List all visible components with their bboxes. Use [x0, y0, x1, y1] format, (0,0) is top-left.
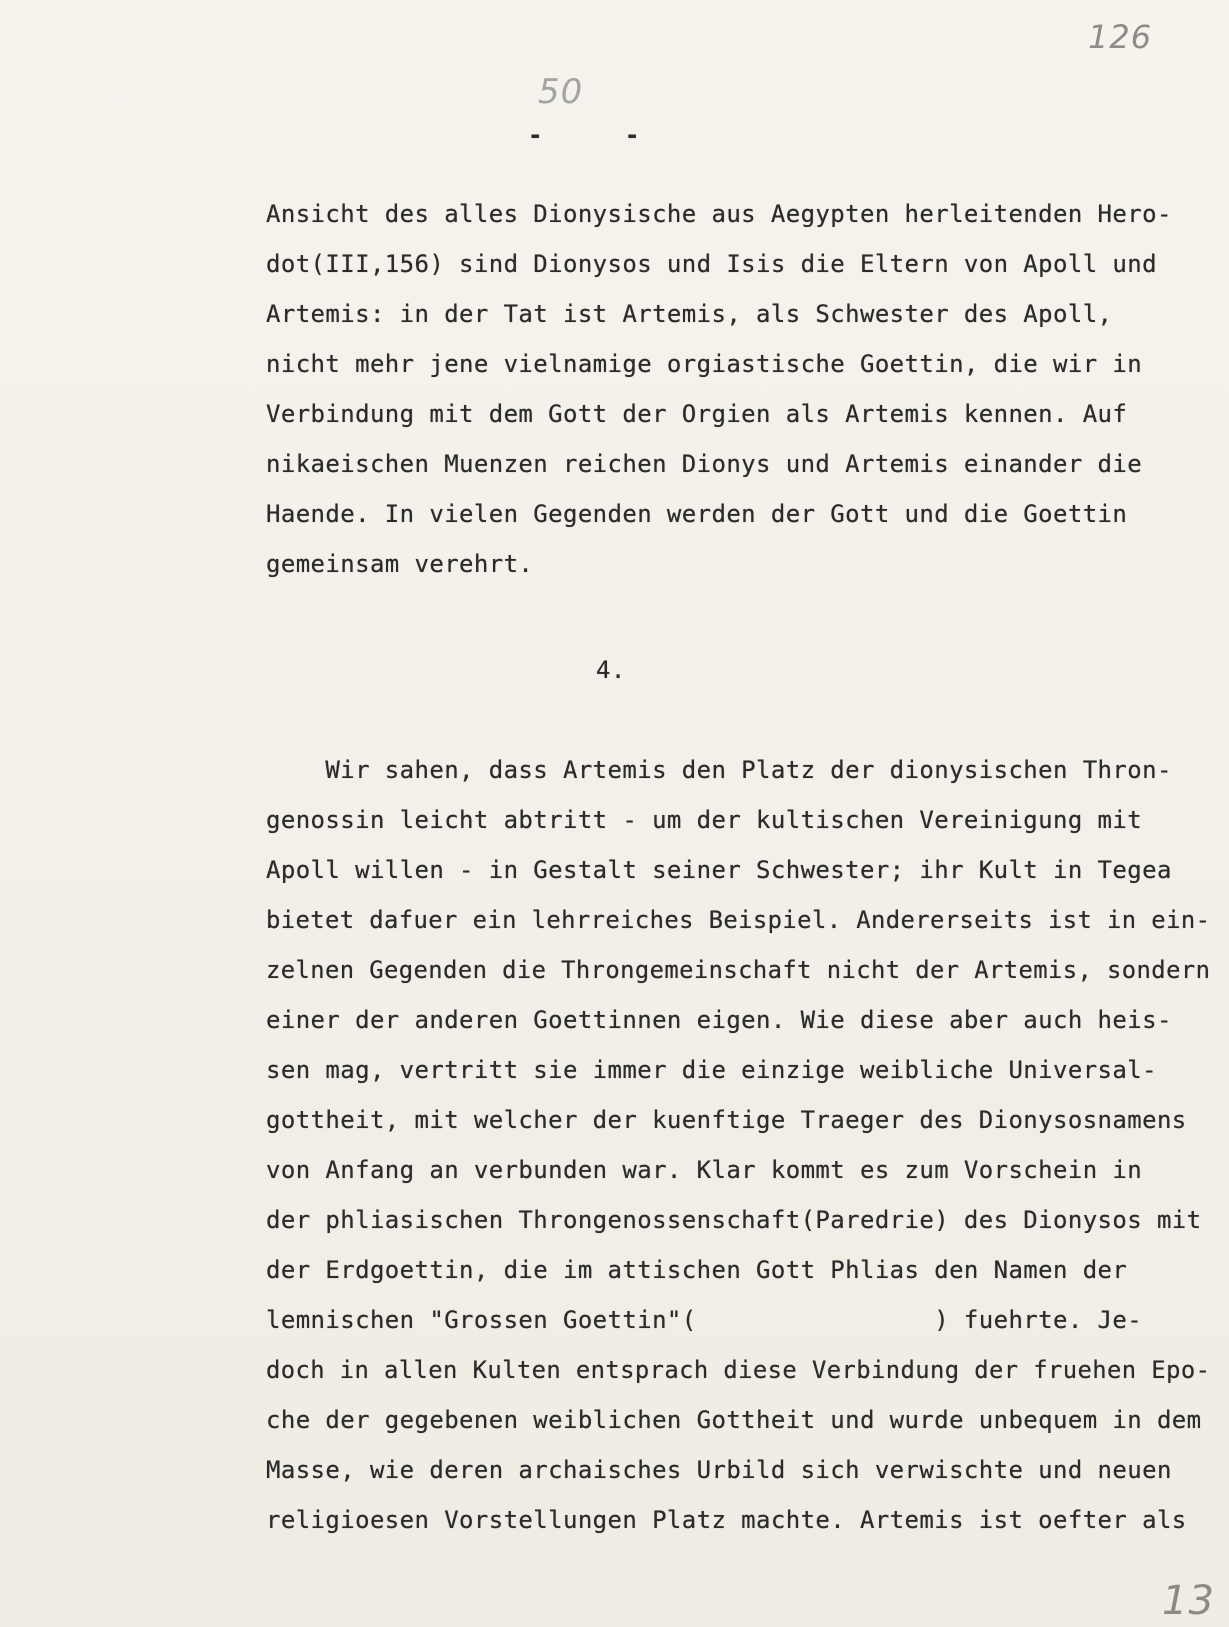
text-line: sen mag, vertritt sie immer die einzige weibliche Universal-: [266, 1056, 1157, 1084]
page-header-dashes: - -: [528, 121, 674, 149]
text-line: der phliasischen Throngenossenschaft(Paredrie) des Dionysos mit: [266, 1206, 1202, 1234]
handwritten-page-number: 126: [1088, 18, 1153, 56]
text-line: Ansicht des alles Dionysische aus Aegypten herleitenden Hero-: [266, 200, 1172, 228]
text-line: lemnischen "Grossen Goettin"( ) fuehrte. Je-: [266, 1306, 1143, 1334]
text-line: gottheit, mit welcher der kuenftige Traeger des Dionysosnamens: [266, 1106, 1187, 1134]
text-line: bietet dafuer ein lehrreiches Beispiel. Andererseits ist in ein-: [266, 906, 1211, 934]
section-number: 4.: [596, 656, 626, 684]
text-line: Haende. In vielen Gegenden werden der Gott und die Goettin: [266, 500, 1128, 528]
text-line: der Erdgoettin, die im attischen Gott Phlias den Namen der: [266, 1256, 1128, 1284]
text-line: von Anfang an verbunden war. Klar kommt es zum Vorschein in: [266, 1156, 1143, 1184]
text-line: zelnen Gegenden die Throngemeinschaft nicht der Artemis, sondern: [266, 956, 1211, 984]
text-line: religioesen Vorstellungen Platz machte. Artemis ist oefter als: [266, 1506, 1187, 1534]
handwritten-folio-number: 50: [538, 72, 584, 112]
text-line: nicht mehr jene vielnamige orgiastische Goettin, die wir in: [266, 350, 1143, 378]
text-line: Apoll willen - in Gestalt seiner Schwester; ihr Kult in Tegea: [266, 856, 1172, 884]
handwritten-sheet-number: 13: [1162, 1578, 1215, 1624]
text-line: Masse, wie deren archaisches Urbild sich verwischte und neuen: [266, 1456, 1172, 1484]
text-line: che der gegebenen weiblichen Gottheit und wurde unbequem in dem: [266, 1406, 1202, 1434]
text-line: doch in allen Kulten entsprach diese Verbindung der fruehen Epo-: [266, 1356, 1211, 1384]
text-line: gemeinsam verehrt.: [266, 550, 534, 578]
text-line: einer der anderen Goettinnen eigen. Wie diese aber auch heis-: [266, 1006, 1172, 1034]
text-line: genossin leicht abtritt - um der kultischen Vereinigung mit: [266, 806, 1143, 834]
text-line: Verbindung mit dem Gott der Orgien als Artemis kennen. Auf: [266, 400, 1128, 428]
text-line: dot(III,156) sind Dionysos und Isis die Eltern von Apoll und: [266, 250, 1157, 278]
text-line: Wir sahen, dass Artemis den Platz der dionysischen Thron-: [266, 756, 1172, 784]
text-line: nikaeischen Muenzen reichen Dionys und Artemis einander die: [266, 450, 1143, 478]
text-line: Artemis: in der Tat ist Artemis, als Schwester des Apoll,: [266, 300, 1113, 328]
